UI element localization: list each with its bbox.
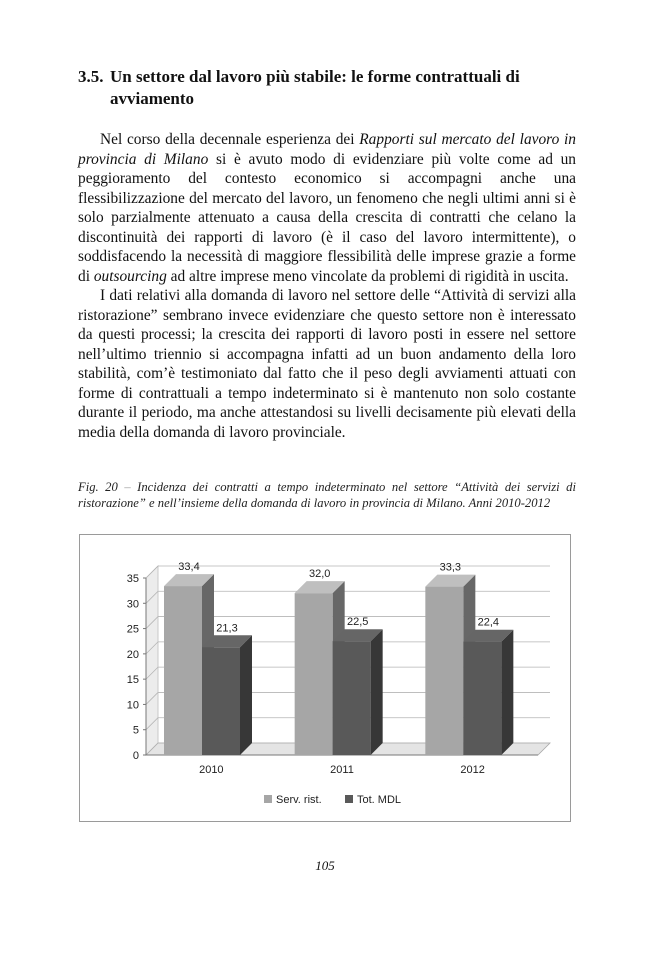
bar-side <box>240 635 252 755</box>
italic-run: outsourcing <box>93 267 167 285</box>
bar-side <box>501 630 513 755</box>
section-heading <box>78 66 578 110</box>
y-tick-label: 35 <box>126 573 139 585</box>
bar-chart <box>80 535 570 821</box>
y-tick-label: 5 <box>132 724 139 737</box>
text-run: I dati relativi alla domanda di lavoro nel settore delle “Attività di servizi alla ristorazione” sembrano invece evidenziare che questo settore non è interessato da questi processi; la crescita dei rapporti di lavoro posti in essere nel settore nell’ultimo triennio si accompagna infatti ad un buon andamento della loro stabilità, com’è testimoniato dal fatto che il peso degli avviamenti attuati con forme di contrattuali a tempo indeterminato si è mantenuto non solo costante durante il periodo, ma anche attestandosi su livelli decisamente più elevati della media della domanda di lavoro provinciale. <box>78 287 576 441</box>
data-label: 33,3 <box>439 561 462 574</box>
side-wall <box>146 566 158 755</box>
legend-swatch <box>264 795 272 803</box>
bar <box>295 593 333 755</box>
section-title: Un settore dal lavoro più stabile: le forme contrattuali di avviamento <box>110 67 520 108</box>
italic-run: Rapporti sul mercato del lavoro in provincia di Milano <box>78 131 577 168</box>
legend-label: Tot. MDL <box>357 794 402 806</box>
figure-label: Fig. 20 <box>78 480 118 494</box>
paragraph <box>78 286 576 442</box>
data-label: 33,4 <box>178 561 200 574</box>
data-label: 32,0 <box>308 568 331 581</box>
y-tick-label: 20 <box>126 648 139 661</box>
legend-swatch <box>345 795 353 803</box>
legend-label: Serv. rist. <box>276 794 322 806</box>
y-tick-label: 15 <box>126 674 139 687</box>
bar <box>425 587 463 755</box>
x-tick-label: 2012 <box>460 764 485 776</box>
y-tick-label: 25 <box>126 623 139 636</box>
paragraph <box>78 130 576 286</box>
data-label: 22,4 <box>477 616 500 629</box>
text-run: Nel corso della decennale esperienza dei <box>100 131 360 148</box>
x-tick-label: 2011 <box>330 764 354 776</box>
data-label: 21,3 <box>216 622 238 635</box>
text-run: si è avuto modo di evidenziare più volte come ad un peggioramento del contesto economico si accompagni anche una flessibilizzazione del mercato del lavoro, un fenomeno che negli ultimi anni si è solo parzialmente attenuato a causa della crescita di contratti che celano la discontinuità dei rapporti di lavoro (è il caso del lavoro intermittente), o soddisfacendo la necessità di maggiore flessibilità delle imprese grazie a forme di <box>78 150 576 285</box>
figure-caption-text: Incidenza dei contratti a tempo indeterminato nel settore “Attività dei servizi di ristorazione” e nell’insieme della domanda di lavoro in provincia di Milano. Anni 2010-2012 <box>78 480 576 510</box>
data-label: 22,5 <box>346 616 369 629</box>
page-number: 105 <box>315 858 335 873</box>
bar <box>333 641 371 755</box>
chart-frame <box>79 534 571 822</box>
body-text <box>78 130 576 442</box>
x-tick-label: 2010 <box>199 764 224 776</box>
bar <box>202 647 240 755</box>
figure-caption <box>78 479 576 511</box>
bar <box>164 586 202 755</box>
section-number: 3.5. <box>78 67 104 86</box>
y-tick-label: 30 <box>126 598 139 611</box>
y-tick-label: 10 <box>126 699 139 712</box>
text-run: ad altre imprese meno vincolate da problemi di rigidità in uscita. <box>166 267 569 285</box>
y-tick-label: 0 <box>132 750 139 762</box>
bar <box>463 642 501 755</box>
bar-side <box>371 629 383 755</box>
figure-separator: – <box>124 480 131 494</box>
